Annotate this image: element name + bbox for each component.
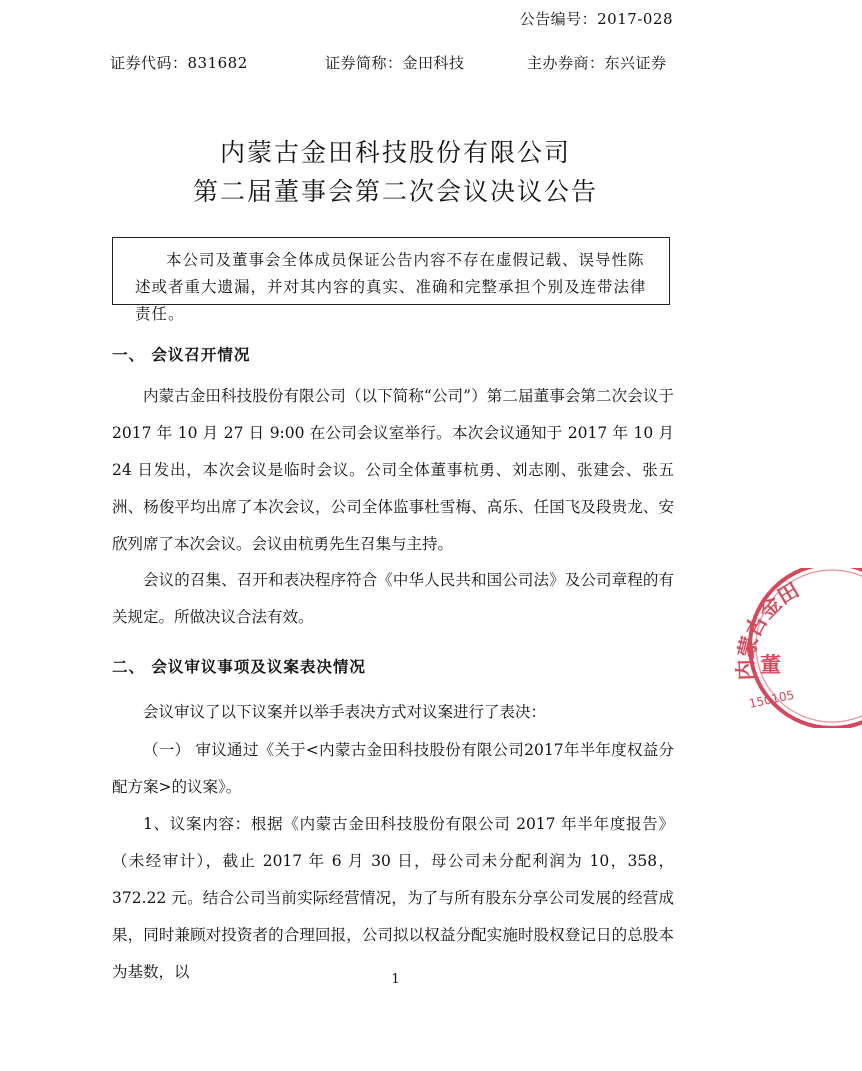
document-title-company: 内蒙古金田科技股份有限公司 [219,138,571,167]
paragraph-resolution-one: （一） 审议通过《关于<内蒙古金田科技股份有限公司2017年半年度权益分配方案>的议案》。 [112,741,674,796]
security-code: 证券代码：831682 [110,54,248,72]
seal-arc-text: 内蒙古金田 [733,577,804,681]
page-number: 1 [391,972,400,987]
announcement-number: 公告编号：2017-028 [519,10,673,28]
section-heading-meeting-convening: 一、 会议召开情况 [112,345,251,364]
disclaimer-box: 本公司及董事会全体成员保证公告内容不存在虚假记载、误导性陈述或者重大遗漏，并对其内容的真实、准确和完整承担个别及连带法律责任。 [112,237,670,305]
paragraph-voting-method: 会议审议了以下议案并以举手表决方式对议案进行了表决： [143,703,547,721]
seal-center-text: 董 [760,653,781,677]
security-abbreviation: 证券简称：金田科技 [325,54,465,72]
section-heading-resolutions: 二、 会议审议事项及议案表决情况 [112,657,366,676]
paragraph-proposal-content: 1、议案内容：根据《内蒙古金田科技股份有限公司 2017 年半年度报告》（未经审计），截止 2017 年 6 月 30 日，母公司未分配利润为 10，358，372.22 元。结合公司当前实际经营情况，为了与所有股东分享公司发展的经营成果，同时兼顾对投资者的合理回报，公司拟以权益分配实施时股权登记日的总股本为基数，以 [112,815,674,981]
company-seal-stamp [732,568,862,728]
document-title-meeting: 第二届董事会第二次会议决议公告 [192,177,598,206]
paragraph-legality: 会议的召集、召开和表决程序符合《中华人民共和国公司法》及公司章程的有关规定。所做决议合法有效。 [112,571,674,626]
seal-number-text: 150105 [747,687,796,711]
sponsor-broker: 主办券商：东兴证券 [527,54,667,72]
paragraph-meeting-details: 内蒙古金田科技股份有限公司（以下简称“公司”）第二届董事会第二次会议于 2017 年 10 月 27 日 9:00 在公司会议室举行。本次会议通知于 2017 年 10 月 24 日发出，本次会议是临时会议。公司全体董事杭勇、刘志刚、张建会、张五洲、杨俊平均出席了本次会议，公司全体监事杜雪梅、高乐、任国飞及段贵龙、安欣列席了本次会议。会议由杭勇先生召集与主持。 [112,387,674,553]
